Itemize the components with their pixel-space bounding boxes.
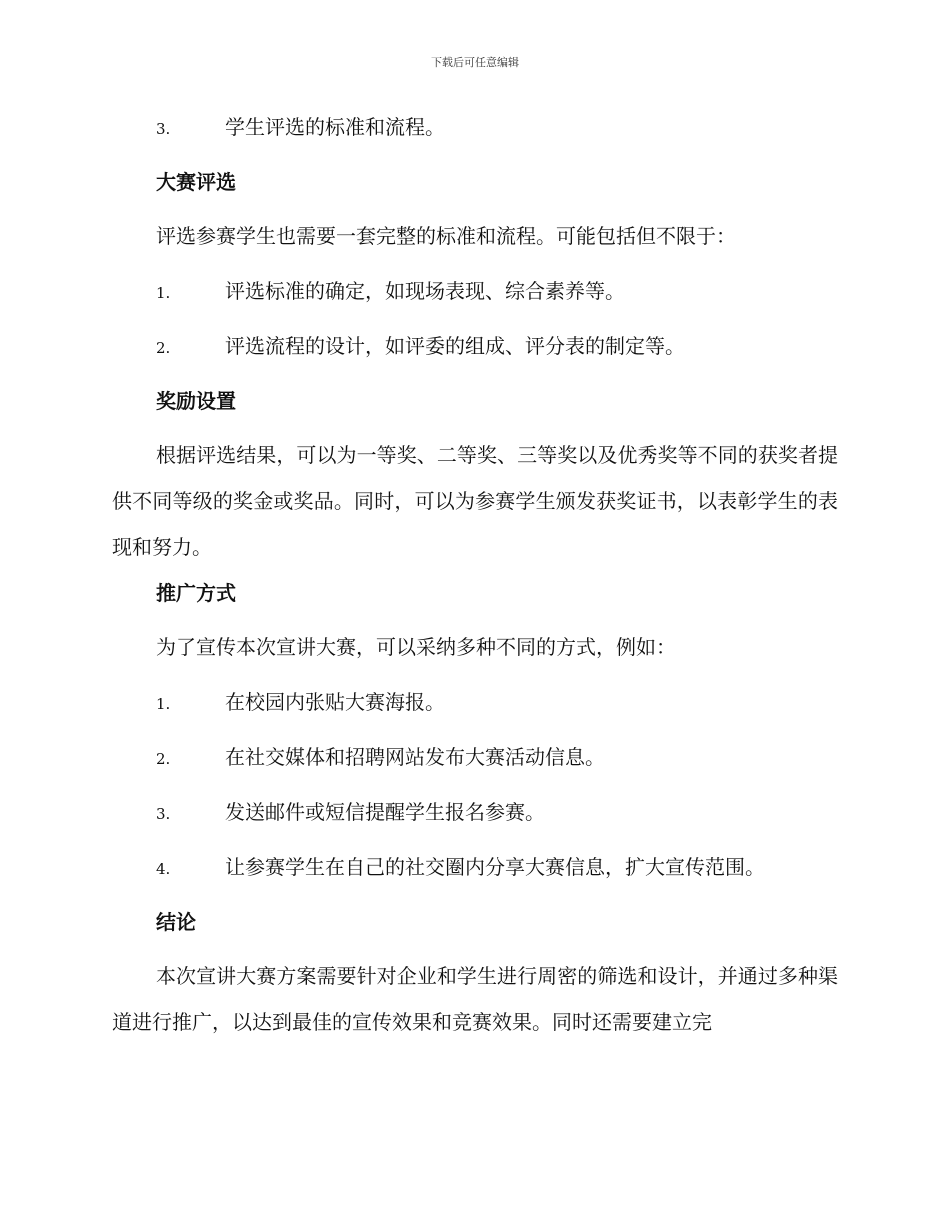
list-text: 发送邮件或短信提醒学生报名参赛。 [225,800,545,824]
paragraph-conclusion: 本次宣讲大赛方案需要针对企业和学生进行周密的筛选和设计，并通过多种渠道进行推广，以达到最佳的宣传效果和竞赛效果。同时还需要建立完 [112,964,838,1034]
list-item [112,797,838,852]
paragraph-awards: 根据评选结果，可以为一等奖、二等奖、三等奖以及优秀奖等不同的获奖者提供不同等级的奖金或奖品。同时，可以为参赛学生颁发获奖证书，以表彰学生的表现和努力。 [112,443,838,559]
list-number: 4. [156,860,171,878]
list-number: 3. [156,805,171,823]
section-heading-judging: 大赛评选 [156,170,236,194]
section-heading-awards: 奖励设置 [156,389,236,413]
paragraph-judging-intro: 评选参赛学生也需要一套完整的标准和流程。可能包括但不限于： [156,224,736,248]
section-heading-conclusion: 结论 [156,910,196,934]
list-text: 评选流程的设计，如评委的组成、评分表的制定等。 [225,334,685,358]
list-text: 学生评选的标准和流程。 [225,115,445,139]
list-number: 3. [156,120,171,138]
list-item [112,852,838,907]
list-text: 在社交媒体和招聘网站发布大赛活动信息。 [225,745,605,769]
list-item [112,687,838,742]
page-header: 下载后可任意编辑 [431,56,519,69]
list-number: 1. [156,695,171,713]
list-item [112,742,838,797]
list-number: 1. [156,284,171,302]
list-item [112,276,838,331]
list-text: 评选标准的确定，如现场表现、综合素养等。 [225,279,625,303]
list-item [112,331,838,386]
list-item [112,112,838,167]
list-text: 在校园内张贴大赛海报。 [225,690,445,714]
section-heading-promotion: 推广方式 [156,581,236,605]
document-body [112,112,838,1053]
paragraph-promotion-intro: 为了宣传本次宣讲大赛，可以采纳多种不同的方式，例如： [156,635,676,659]
list-number: 2. [156,339,171,357]
list-text: 让参赛学生在自己的社交圈内分享大赛信息，扩大宣传范围。 [225,855,765,879]
list-number: 2. [156,750,171,768]
